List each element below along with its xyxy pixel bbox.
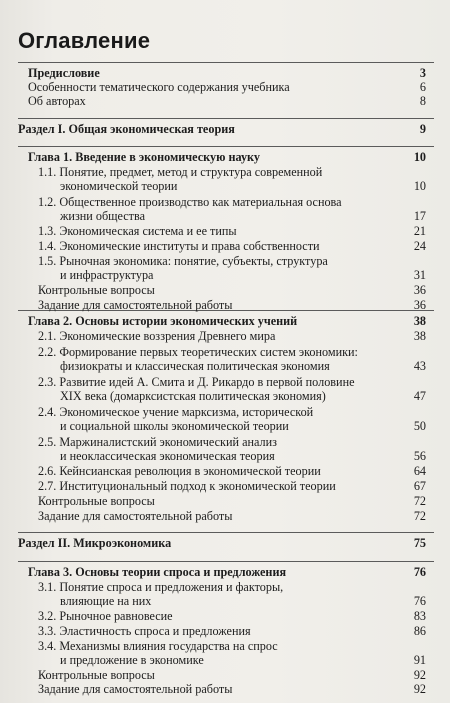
toc-entry-title: Глава 3. Основы теории спроса и предложения [28, 565, 287, 579]
toc-entry-title: Задание для самостоятельной работы [38, 682, 233, 696]
toc-entry[interactable] [0, 345, 450, 359]
toc-entry-title: 1.5. Рыночная экономика: понятие, субъекты, структура [38, 254, 328, 268]
toc-entry[interactable] [0, 179, 450, 193]
toc-entry-title: Об авторах [28, 94, 86, 108]
toc-entry-title: Глава 2. Основы истории экономических учений [28, 314, 298, 328]
toc-entry-title: жизни общества [60, 209, 145, 223]
toc-entry-title: и предложение в экономике [60, 653, 204, 667]
toc-entry-title: 3.1. Понятие спроса и предложения и факторы, [38, 580, 284, 594]
toc-entry-page-number: 43 [413, 359, 426, 373]
toc-entry-title: Контрольные вопросы [38, 668, 155, 682]
toc-entry-page-number: 56 [413, 449, 426, 463]
page-title: Оглавление [18, 28, 151, 53]
toc-entry-title: XIX века (домарксистская политическая экономия) [60, 389, 326, 403]
toc-entry-title: Задание для самостоятельной работы [38, 509, 233, 523]
toc-entry-page-number: 76 [413, 565, 426, 579]
toc-entry-page-number: 72 [413, 494, 426, 508]
toc-entry-title: Особенности тематического содержания учебника [28, 80, 290, 94]
toc-entry-page-number: 36 [413, 298, 426, 312]
toc-entry-page-number: 3 [419, 66, 426, 80]
toc-entry-page-number: 92 [413, 668, 426, 682]
toc-entry-title: 3.4. Механизмы влияния государства на спрос [38, 639, 278, 653]
toc-entry-page-number: 9 [419, 122, 426, 136]
toc-entry-page-number: 75 [413, 536, 426, 550]
toc-entry-title: Контрольные вопросы [38, 494, 155, 508]
toc-entry[interactable] [0, 536, 450, 550]
section-divider [18, 532, 434, 533]
toc-entry[interactable] [0, 268, 450, 282]
toc-entry-title: экономической теории [60, 179, 178, 193]
toc-entry-title: Задание для самостоятельной работы [38, 298, 233, 312]
toc-entry[interactable] [0, 449, 450, 463]
toc-entry[interactable] [0, 375, 450, 389]
toc-entry[interactable] [0, 209, 450, 223]
toc-entry[interactable] [0, 150, 450, 164]
toc-entry-page-number: 24 [413, 239, 426, 253]
toc-entry[interactable] [0, 653, 450, 667]
toc-entry-page-number: 64 [413, 464, 426, 478]
toc-entry-title: 1.4. Экономические институты и права собственности [38, 239, 320, 253]
toc-entry-page-number: 10 [413, 179, 426, 193]
toc-entry-page-number: 6 [419, 80, 426, 94]
toc-entry[interactable] [0, 165, 450, 179]
toc-entry-title: 2.2. Формирование первых теоретических систем экономики: [38, 345, 358, 359]
toc-entry[interactable] [0, 565, 450, 579]
toc-entry-title: 3.2. Рыночное равновесие [38, 609, 173, 623]
toc-entry-page-number: 21 [413, 224, 426, 238]
section-divider [18, 146, 434, 147]
toc-entry[interactable] [0, 419, 450, 433]
toc-entry[interactable] [0, 389, 450, 403]
toc-entry-page-number: 91 [413, 653, 426, 667]
section-divider [18, 561, 434, 562]
toc-entry-page-number: 17 [413, 209, 426, 223]
toc-entry-title: и инфраструктура [60, 268, 154, 282]
toc-entry-page-number: 36 [413, 283, 426, 297]
toc-entry-title: 2.3. Развитие идей А. Смита и Д. Рикардо в первой половине [38, 375, 355, 389]
toc-entry[interactable] [0, 66, 450, 80]
toc-entry-page-number: 72 [413, 509, 426, 523]
toc-entry-page-number: 31 [413, 268, 426, 282]
toc-entry-title: 2.5. Маржиналистский экономический анализ [38, 435, 277, 449]
toc-entry[interactable] [0, 668, 450, 682]
toc-entry-page-number: 76 [413, 594, 426, 608]
toc-entry-page-number: 8 [419, 94, 426, 108]
toc-entry-page-number: 47 [413, 389, 426, 403]
toc-entry-page-number: 67 [413, 479, 426, 493]
toc-entry-page-number: 92 [413, 682, 426, 696]
toc-entry-title: 2.7. Институциональный подход к экономической теории [38, 479, 336, 493]
toc-entry[interactable] [0, 122, 450, 136]
toc-entry-title: Раздел I. Общая экономическая теория [18, 122, 235, 136]
toc-entry[interactable] [0, 639, 450, 653]
toc-entry[interactable] [0, 359, 450, 373]
toc-entry[interactable] [0, 254, 450, 268]
toc-entry[interactable] [0, 594, 450, 608]
toc-entry-title: Предисловие [28, 66, 100, 80]
toc-entry[interactable] [0, 94, 450, 108]
toc-entry-title: Раздел II. Микроэкономика [18, 536, 172, 550]
toc-entry[interactable] [0, 509, 450, 523]
toc-entry[interactable] [0, 435, 450, 449]
toc-entry-title: и социальной школы экономической теории [60, 419, 289, 433]
toc-entry-page-number: 38 [413, 314, 426, 328]
toc-entry[interactable] [0, 405, 450, 419]
toc-entry-title: влияющие на них [60, 594, 152, 608]
toc-entry[interactable] [0, 464, 450, 478]
toc-entry-title: 2.1. Экономические воззрения Древнего мира [38, 329, 276, 343]
toc-entry[interactable] [0, 329, 450, 343]
toc-entry[interactable] [0, 479, 450, 493]
toc-entry-title: 1.3. Экономическая система и ее типы [38, 224, 237, 238]
toc-entry[interactable] [0, 580, 450, 594]
toc-entry-title: и неоклассическая экономическая теория [60, 449, 275, 463]
toc-entry-page-number: 10 [413, 150, 426, 164]
toc-entry-title: 1.2. Общественное производство как материальная основа [38, 195, 342, 209]
toc-entry-title: Глава 1. Введение в экономическую науку [28, 150, 260, 164]
toc-entry-page-number: 83 [413, 609, 426, 623]
toc-entry-title: 2.4. Экономическое учение марксизма, исторической [38, 405, 314, 419]
toc-entry-title: 2.6. Кейнсианская революция в экономической теории [38, 464, 321, 478]
toc-entry-page-number: 38 [413, 329, 426, 343]
toc-entry[interactable] [0, 283, 450, 297]
section-divider [18, 118, 434, 119]
toc-entry[interactable] [0, 298, 450, 312]
toc-entry-title: физиократы и классическая политическая экономия [60, 359, 330, 373]
toc-entry[interactable] [0, 624, 450, 638]
toc-entry-title: 3.3. Эластичность спроса и предложения [38, 624, 251, 638]
toc-entry-title: Контрольные вопросы [38, 283, 155, 297]
toc-entry-page-number: 50 [413, 419, 426, 433]
toc-entry[interactable] [0, 314, 450, 328]
section-divider [18, 62, 434, 63]
toc-entry[interactable] [0, 195, 450, 209]
toc-entry[interactable] [0, 682, 450, 696]
toc-entry[interactable] [0, 494, 450, 508]
toc-entry-title: 1.1. Понятие, предмет, метод и структура современной [38, 165, 323, 179]
toc-entry[interactable] [0, 239, 450, 253]
toc-entry-page-number: 86 [413, 624, 426, 638]
toc-entry[interactable] [0, 80, 450, 94]
toc-entry[interactable] [0, 609, 450, 623]
toc-entry[interactable] [0, 224, 450, 238]
